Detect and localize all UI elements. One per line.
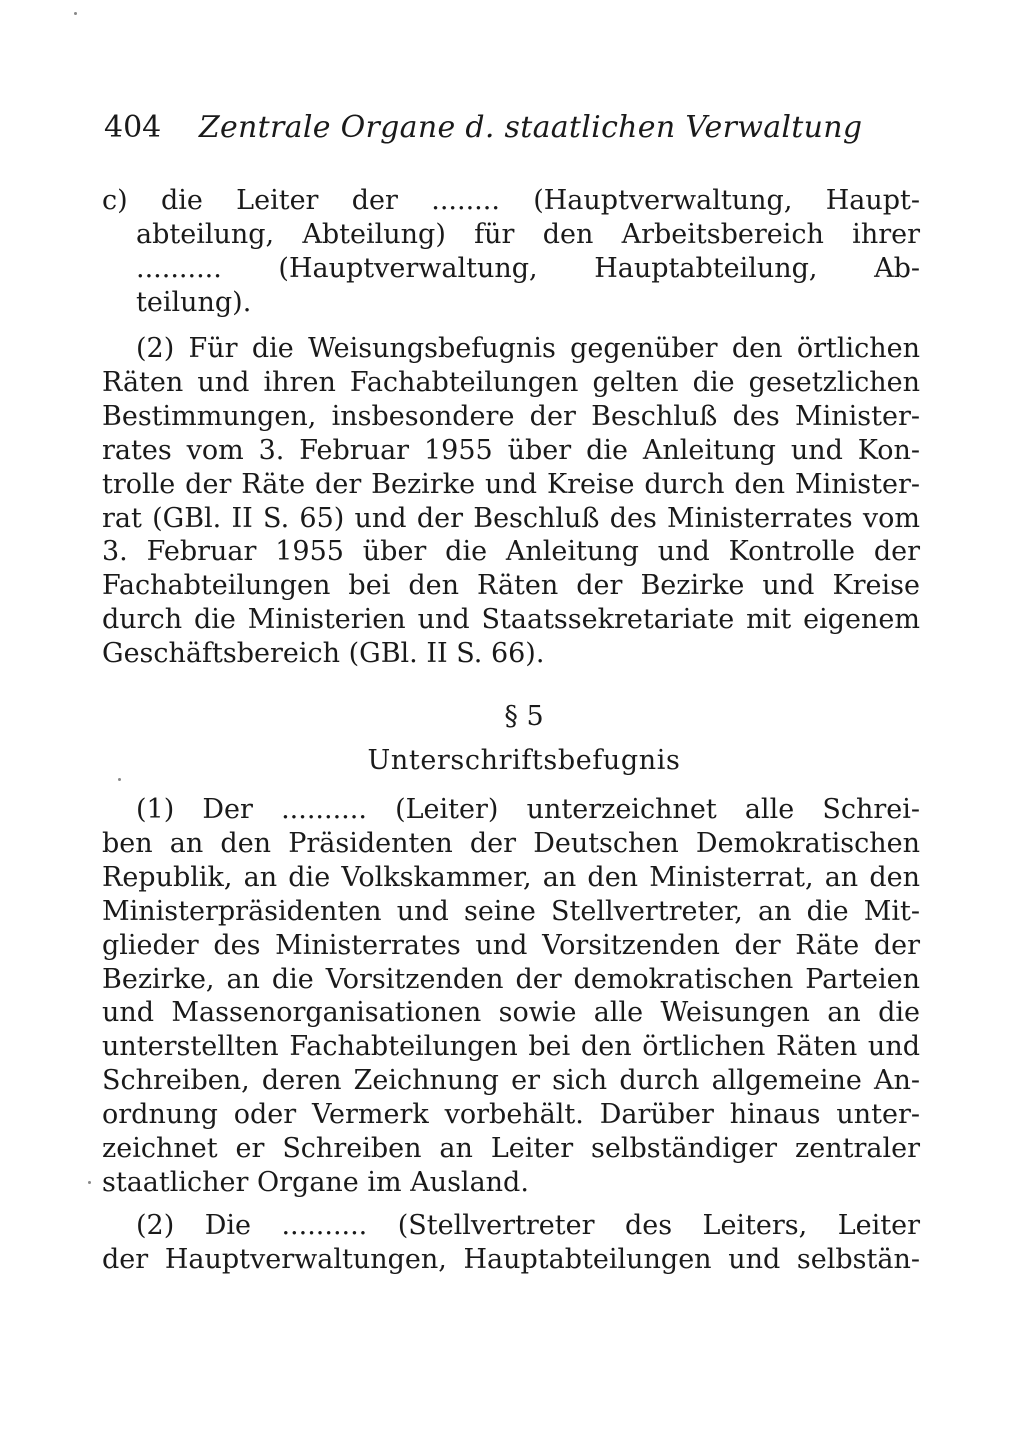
section-title: Unterschriftsbefugnis	[367, 745, 681, 776]
page-number: 404	[104, 110, 162, 145]
section-5-paragraph-2	[102, 1209, 920, 1277]
text-line: unterstellten Fachabteilungen bei den örtlichen Räten und	[102, 1031, 920, 1063]
text-line: (2) Für die Weisungsbefugnis gegenüber den örtlichen	[136, 333, 920, 364]
text-line: ordnung oder Vermerk vorbehält. Darüber hinaus unter-	[102, 1099, 920, 1131]
text-line: (2) Die .......... (Stellvertreter des Leiters, Leiter	[136, 1210, 920, 1241]
page-header	[104, 108, 863, 148]
running-title: Zentrale Organe d. staatlichen Verwaltung	[198, 110, 863, 145]
section-5-paragraph-1	[102, 793, 920, 1200]
text-line: Bezirke, an die Vorsitzenden der demokratischen Parteien	[102, 963, 920, 995]
text-line: und Massenorganisationen sowie alle Weisungen an die	[102, 997, 920, 1029]
text-line: 3. Februar 1955 über die Anleitung und Kontrolle der	[102, 536, 920, 568]
text-line: Republik, an die Volkskammer, an den Ministerrat, an den	[102, 861, 920, 893]
text-line: Räten und ihren Fachabteilungen gelten die gesetzlichen	[102, 366, 920, 398]
paper-speck	[74, 12, 77, 15]
text-line: der Hauptverwaltungen, Hauptabteilungen und selbstän-	[102, 1243, 920, 1275]
text-line: rates vom 3. Februar 1955 über die Anleitung und Kon-	[102, 434, 920, 466]
text-line: Schreiben, deren Zeichnung er sich durch allgemeine An-	[102, 1065, 920, 1097]
text-line: (1) Der .......... (Leiter) unterzeichnet alle Schrei-	[136, 794, 920, 825]
item-c-paragraph	[102, 184, 920, 320]
text-line: Fachabteilungen bei den Räten der Bezirke und Kreise	[102, 570, 920, 602]
text-line: durch die Ministerien und Staatssekretariate mit eigenem	[102, 604, 920, 636]
paper-speck	[88, 1181, 91, 1184]
text-line: abteilung, Abteilung) für den Arbeitsbereich ihrer	[136, 218, 920, 250]
text-line: zeichnet er Schreiben an Leiter selbständiger zentraler	[102, 1133, 920, 1165]
section-number: § 5	[504, 701, 544, 732]
text-line: c) die Leiter der ........ (Hauptverwaltung, Haupt-	[102, 185, 920, 216]
text-line: glieder des Ministerrates und Vorsitzenden der Räte der	[102, 929, 920, 961]
text-line: ben an den Präsidenten der Deutschen Demokratischen	[102, 827, 920, 859]
paper-speck	[118, 778, 121, 781]
text-line: Bestimmungen, insbesondere der Beschluß des Minister-	[102, 400, 920, 432]
text-line: Geschäftsbereich (GBl. II S. 66).	[102, 638, 545, 670]
text-line: Ministerpräsidenten und seine Stellvertreter, an die Mit-	[102, 895, 920, 927]
text-line: trolle der Räte der Bezirke und Kreise durch den Minister-	[102, 468, 920, 500]
text-line: teilung).	[136, 286, 252, 318]
text-line: staatlicher Organe im Ausland.	[102, 1166, 529, 1198]
text-line: .......... (Hauptverwaltung, Hauptabteilung, Ab-	[136, 252, 920, 284]
paragraph-2	[102, 332, 920, 671]
text-line: rat (GBl. II S. 65) und der Beschluß des Ministerrates vom	[102, 502, 920, 534]
